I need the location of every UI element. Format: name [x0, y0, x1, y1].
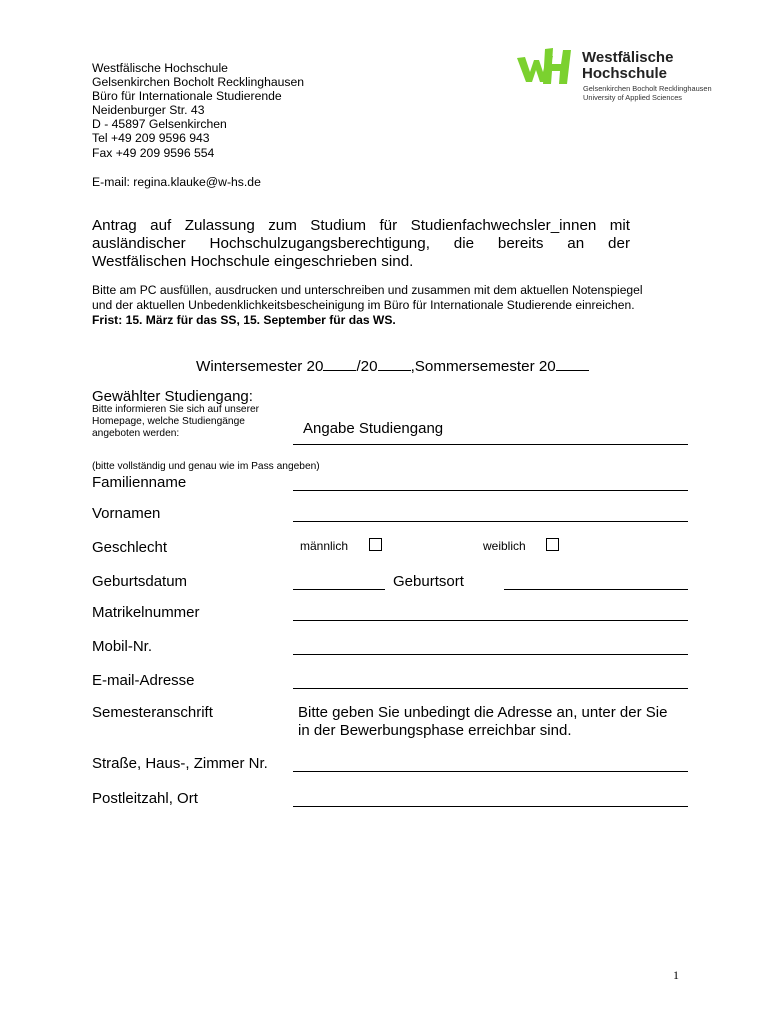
page-number: 1	[673, 968, 679, 982]
slash-label: /20	[356, 358, 378, 375]
study-program-label: Gewählter Studiengang:	[92, 388, 253, 405]
birth-date-field[interactable]	[293, 589, 385, 590]
title-line: Westfälischen Hochschule eingeschrieben sind.	[92, 253, 414, 270]
instruction-line: Bitte am PC ausfüllen, ausdrucken und unterschreiben und zusammen mit dem aktuellen Notenspiegel	[92, 283, 643, 297]
street-label: Straße, Haus-, Zimmer Nr.	[92, 755, 268, 772]
mobile-label: Mobil-Nr.	[92, 638, 153, 655]
family-name-field[interactable]	[293, 490, 688, 491]
address-line: Westfälische Hochschule	[92, 61, 228, 75]
student-id-field[interactable]	[293, 620, 688, 621]
semester-selection	[196, 356, 589, 375]
contact-email: E-mail: regina.klauke@w-hs.de	[92, 175, 261, 189]
gender-label: Geschlecht	[92, 539, 168, 556]
street-field[interactable]	[293, 771, 688, 772]
study-program-field[interactable]: Angabe Studiengang	[303, 420, 444, 437]
logo-wordmark: Westfälische Hochschule	[582, 49, 674, 82]
instruction-line: und der aktuellen Unbedenklichkeitsbescheinigung im Büro für Internationale Studierende einreichen.	[92, 297, 635, 312]
semester-address-label: Semesteranschrift	[92, 704, 213, 721]
sender-address	[92, 61, 304, 160]
email-field[interactable]	[293, 688, 688, 689]
wh-logo-mark	[517, 48, 571, 84]
logo-subtitle: Gelsenkirchen Bocholt Recklinghausen University of Applied Sciences	[583, 84, 712, 102]
postal-city-label: Postleitzahl, Ort	[92, 790, 198, 807]
study-program-underline	[293, 444, 688, 445]
instructions	[92, 283, 643, 327]
male-checkbox[interactable]	[369, 538, 382, 551]
male-label: männlich	[300, 539, 349, 553]
passport-hint: (bitte vollständig und genau wie im Pass angeben)	[92, 461, 320, 472]
student-id-label: Matrikelnummer	[92, 604, 200, 621]
address-line: Neidenburger Str. 43	[92, 103, 205, 118]
first-names-field[interactable]	[293, 521, 688, 522]
deadline-text: Frist: 15. März für das SS, 15. September für das WS.	[92, 312, 396, 327]
form-title	[92, 217, 630, 271]
winter-year-1-field[interactable]	[323, 356, 356, 371]
postal-city-field[interactable]	[293, 806, 688, 807]
email-label: E-mail-Adresse	[92, 672, 195, 689]
address-line: D - 45897 Gelsenkirchen	[92, 117, 227, 132]
study-program-hint: Bitte informieren Sie sich auf unserer Homepage, welche Studiengänge angeboten werden:	[92, 404, 260, 439]
address-line: Gelsenkirchen Bocholt Recklinghausen	[92, 75, 305, 90]
winter-year-2-field[interactable]	[378, 356, 411, 371]
birth-place-field[interactable]	[504, 589, 688, 590]
address-line: Tel +49 209 9596 943	[92, 131, 210, 146]
title-line: Antrag auf Zulassung zum Studium für Studienfachwechsler_innen mit	[92, 217, 630, 234]
female-checkbox[interactable]	[546, 538, 559, 551]
summer-year-field[interactable]	[556, 356, 589, 371]
summer-semester-label: ,Sommersemester 20	[410, 358, 556, 375]
female-label: weiblich	[483, 539, 526, 553]
birth-date-label: Geburtsdatum	[92, 573, 188, 590]
mobile-field[interactable]	[293, 654, 688, 655]
first-names-label: Vornamen	[92, 505, 161, 522]
title-line: ausländischer Hochschulzugangsberechtigung, die bereits an der	[92, 235, 630, 252]
semester-address-note: Bitte geben Sie unbedingt die Adresse an, unter der Sie in der Bewerbungsphase erreichbar sind.	[298, 704, 668, 739]
winter-semester-label: Wintersemester 20	[196, 358, 324, 375]
birth-place-label: Geburtsort	[393, 573, 464, 590]
address-line: Büro für Internationale Studierende	[92, 89, 282, 104]
family-name-label: Familienname	[92, 474, 187, 491]
address-line: Fax +49 209 9596 554	[92, 145, 215, 160]
